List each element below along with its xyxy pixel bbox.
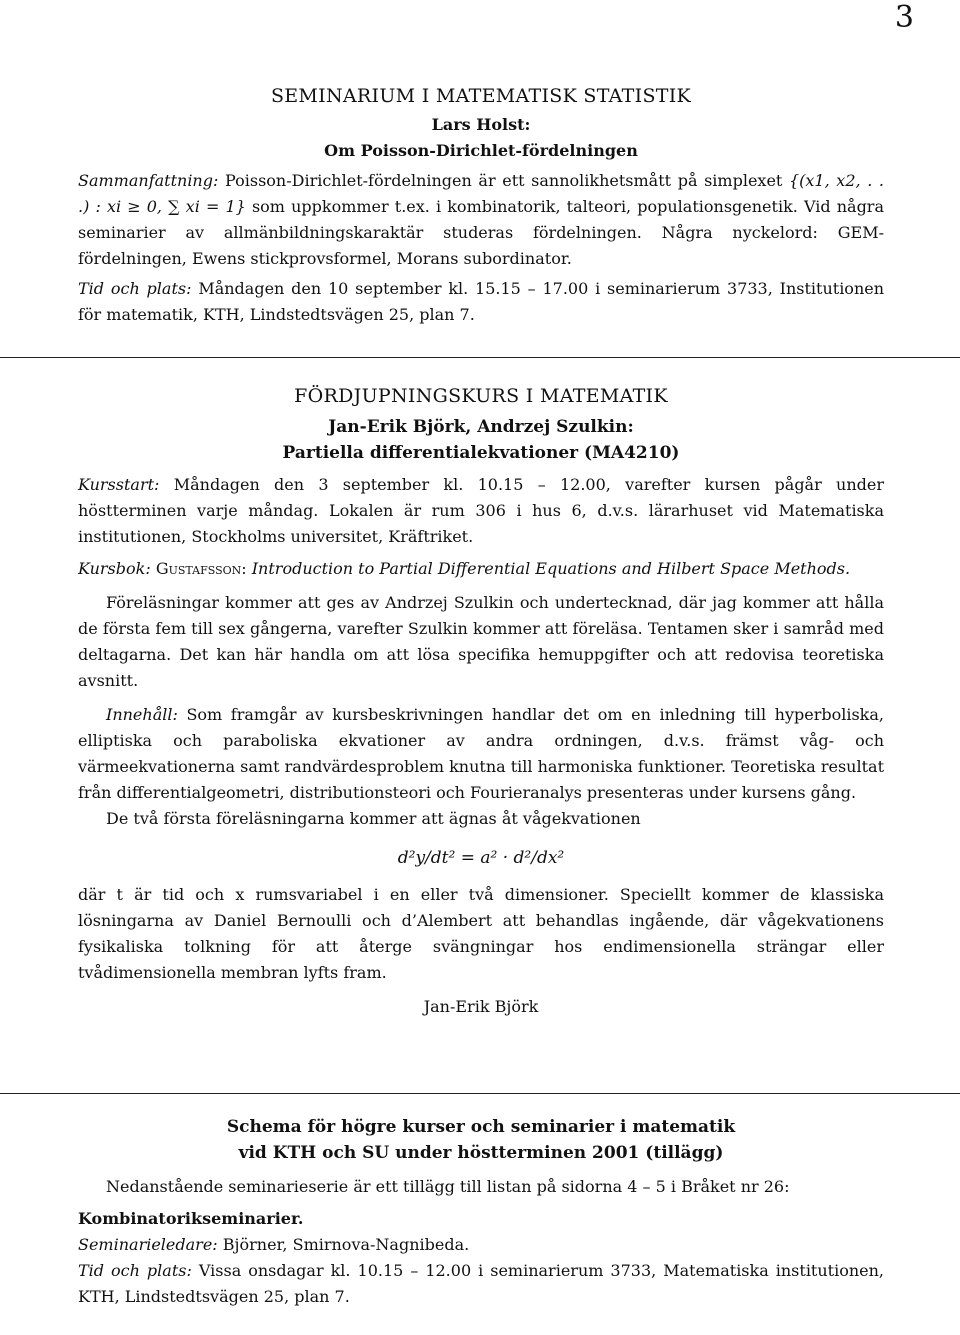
abstract-text-1: Poisson-Dirichlet-fördelningen är ett sannolikhetsmått på simplexet [225, 171, 783, 190]
schedule-leader-label: Seminarieledare: [78, 1235, 218, 1254]
course-title: Partiella differentialekvationer (MA4210) [282, 443, 680, 463]
course-section [78, 382, 884, 1020]
course-signature: Jan-Erik Björk [423, 997, 539, 1016]
wave-intro: De två första föreläsningarna kommer att ägnas åt vågekvationen [106, 809, 641, 828]
schedule-time-label: Tid och plats: [78, 1261, 192, 1280]
course-book-label: Kursbok: [78, 559, 151, 578]
seminar-abstract [78, 168, 884, 272]
course-book-title: Introduction to Partial Differential Equations and Hilbert Space Methods. [251, 559, 851, 578]
schedule-leader [78, 1232, 884, 1258]
schedule-title-line-2: vid KTH och SU under höstterminen 2001 (tillägg) [238, 1143, 724, 1163]
schedule-intro: Nedanstående seminarieserie är ett tillägg till listan på sidorna 4 – 5 i Bråket nr 26: [106, 1177, 790, 1196]
course-content-text: Som framgår av kursbeskrivningen handlar det om en inledning till hyperboliska, elliptiska och paraboliska ekvationer av andra ordningen, d.v.s. främst våg- och värmeekvationerna samt randvärdesproblem knutna till harmoniska funktioner. Teoretiska resultat från differentialgeometri, distributionsteori och Fourieranalys presenteras under kursens gång. [78, 705, 884, 802]
schedule-time [78, 1258, 884, 1310]
course-paragraph-1: Föreläsningar kommer att ges av Andrzej Szulkin och undertecknad, där jag kommer att hålla de första fem till sex gångerna, varefter Szulkin kommer att föreläsa. Tentamen sker i samråd med deltagarna. Det kan här handla om att lösa specifika hemuppgifter och att redovisa teoretiska avsnitt. [78, 593, 884, 690]
schedule-section [78, 1114, 884, 1310]
seminar-speaker: Lars Holst: [431, 115, 531, 134]
course-paragraph-2: där t är tid och x rumsvariabel i en eller två dimensioner. Speciellt kommer de klassiska lösningarna av Daniel Bernoulli och d’Alembert att behandlas ingående, där vågekvationens fysikaliska tolkning för att återge svängningar hos endimensionella strängar eller tvådimensionella membran lyfts fram. [78, 885, 884, 982]
divider-2 [0, 1093, 960, 1094]
abstract-label: Sammanfattning: [78, 171, 219, 190]
schedule-series-title: Kombinatorikseminarier. [78, 1209, 304, 1228]
divider-1 [0, 357, 960, 358]
course-content [78, 702, 884, 806]
seminar-time-text: Måndagen den 10 september kl. 15.15 – 17.00 i seminarierum 3733, Institutionen för matematik, KTH, Lindstedtsvägen 25, plan 7. [78, 279, 885, 324]
abstract-text-2: som uppkommer t.ex. i kombinatorik, talteori, populationsgenetik. Vid några seminarier av allmänbildningskaraktär studeras fördelningen. Några nyckelord: GEM-fördelningen, Ewens stickprovsformel, Morans subordinator. [78, 197, 884, 268]
wave-equation: d²y/dt² = a² · d²/dx² [397, 848, 565, 868]
course-content-label: Innehåll: [106, 705, 178, 724]
seminar-section [78, 82, 884, 328]
course-lecturers: Jan-Erik Björk, Andrzej Szulkin: [328, 417, 634, 437]
course-start [78, 472, 884, 550]
seminar-title: SEMINARIUM I MATEMATISK STATISTIK [270, 85, 692, 107]
schedule-time-text: Vissa onsdagar kl. 10.15 – 12.00 i seminarierum 3733, Matematiska institutionen, KTH, Lindstedtsvägen 25, plan 7. [78, 1261, 885, 1306]
page-number: 3 [894, 0, 914, 35]
course-start-text: Måndagen den 3 september kl. 10.15 – 12.00, varefter kursen pågår under höstterminen varje måndag. Lokalen är rum 306 i hus 6, d.v.s. lärarhuset vid Matematiska institutionen, Stockholms universitet, Kräftriket. [78, 475, 884, 546]
abstract-math: {(x1, x2, . . .) : xi ≥ 0, ∑ xi = 1} [78, 171, 884, 216]
course-book-author: Gustafsson [155, 559, 242, 578]
seminar-talk-title: Om Poisson-Dirichlet-fördelningen [324, 141, 638, 160]
course-section-title: FÖRDJUPNINGSKURS I MATEMATIK [294, 385, 668, 407]
seminar-time-label: Tid och plats: [78, 279, 192, 298]
seminar-time [78, 276, 884, 328]
course-book: Kursbok: Gustafsson: Introduction to Partial Differential Equations and Hilbert Space Methods. [78, 559, 851, 578]
schedule-title-line-1: Schema för högre kurser och seminarier i matematik [226, 1117, 736, 1137]
course-start-label: Kursstart: [78, 475, 160, 494]
page-content [78, 82, 884, 328]
schedule-leader-text: Björner, Smirnova-Nagnibeda. [222, 1235, 470, 1254]
